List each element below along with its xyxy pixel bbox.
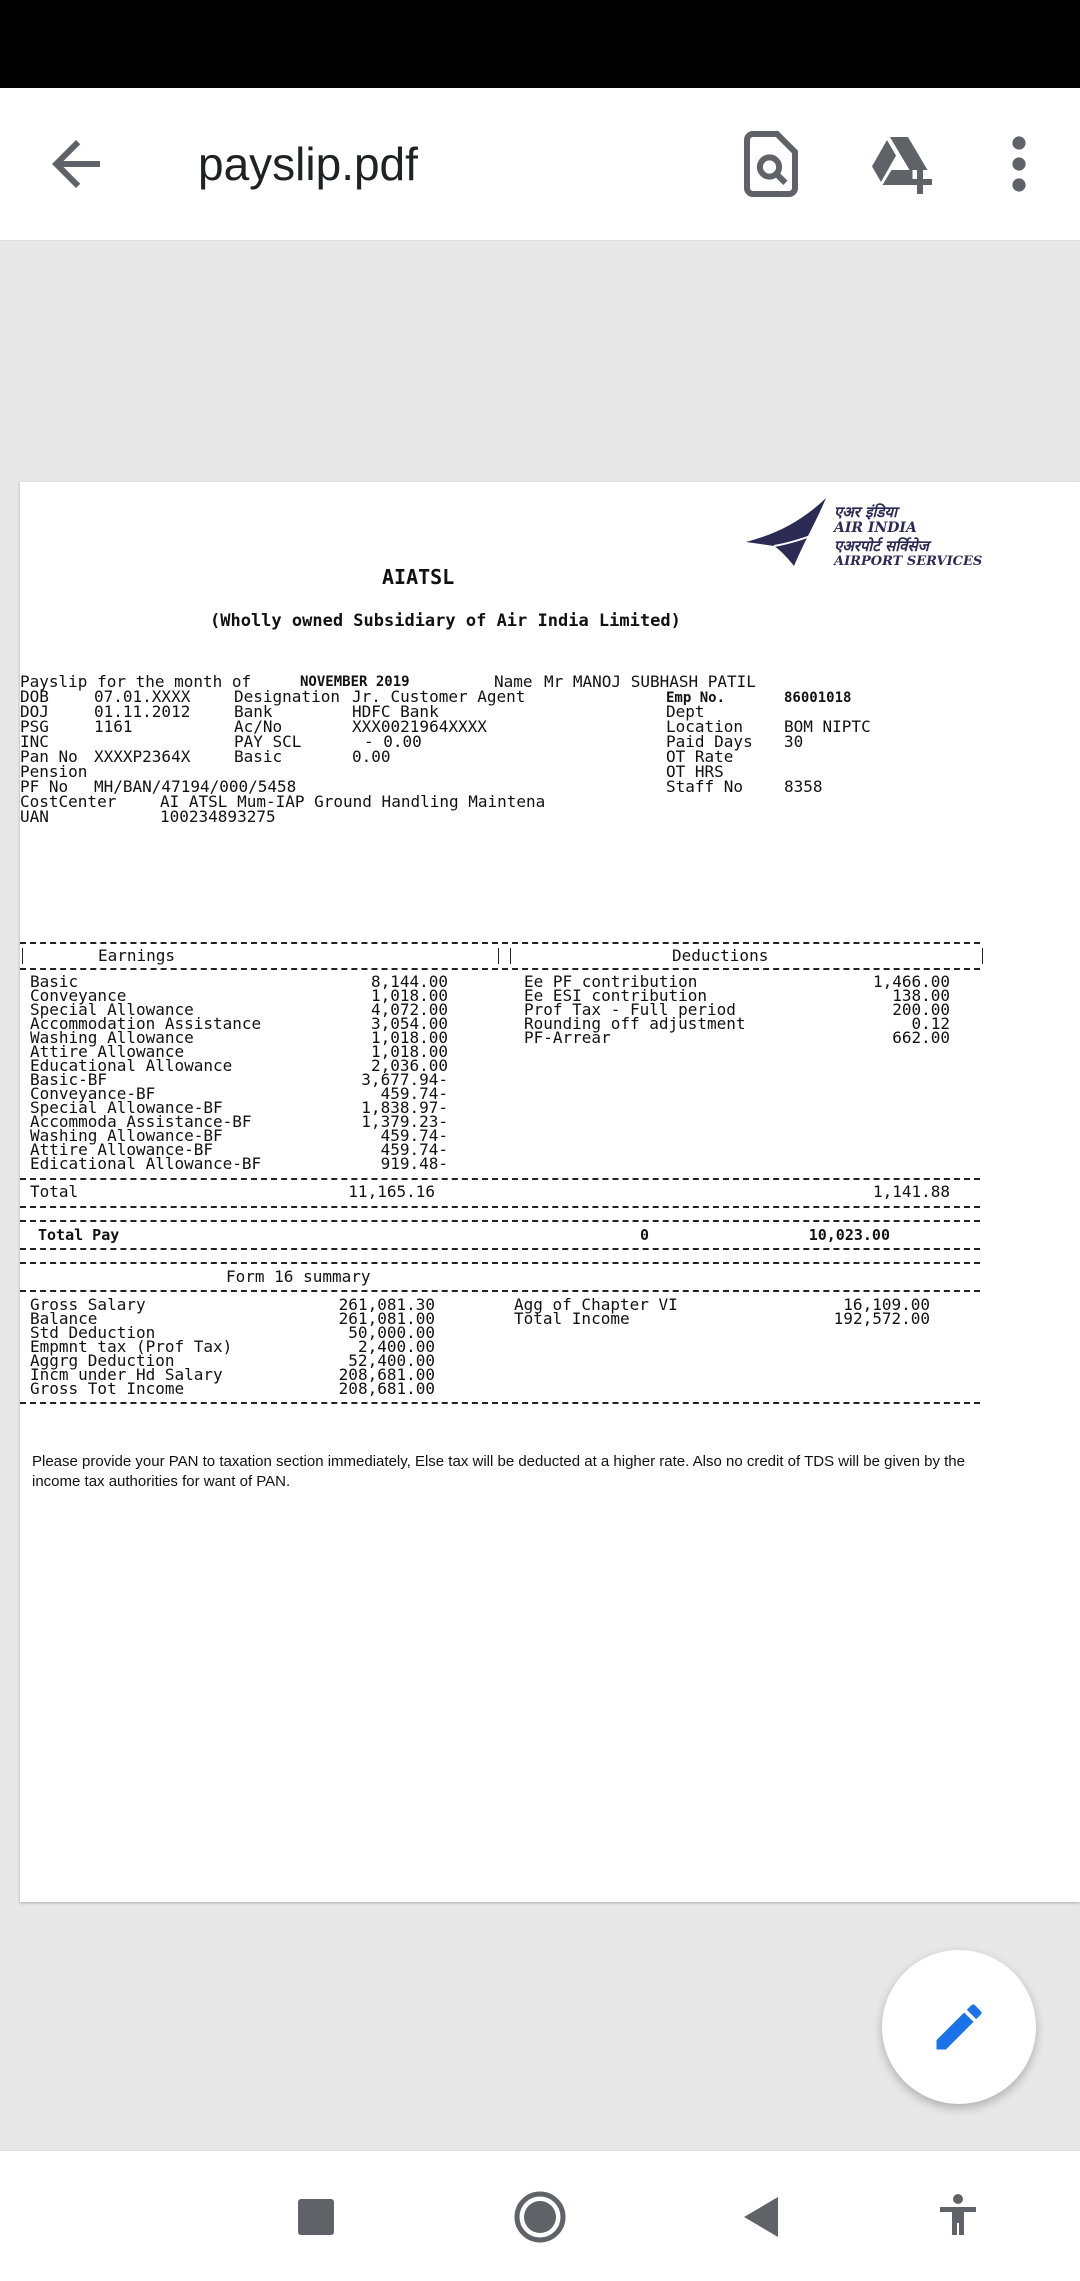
row-amount: 459.74- bbox=[380, 1084, 448, 1103]
system-nav-bar bbox=[0, 2150, 1080, 2281]
row-label: Agg of Chapter VI bbox=[514, 1295, 678, 1314]
designation-label: Designation bbox=[234, 687, 340, 706]
find-in-document-icon[interactable] bbox=[735, 128, 807, 200]
row-label: Washing Allowance bbox=[30, 1028, 194, 1047]
column-border bbox=[498, 948, 499, 964]
row-amount: 3,054.00 bbox=[370, 1014, 448, 1033]
company-title: AIATSL bbox=[382, 565, 455, 589]
accessibility-icon[interactable] bbox=[918, 2177, 998, 2257]
row-label: Balance bbox=[30, 1309, 98, 1328]
row-label: Basic bbox=[30, 972, 79, 991]
cost-center-value: AI ATSL Mum-IAP Ground Handling Maintena bbox=[160, 792, 546, 811]
pdf-page bbox=[20, 482, 1080, 1902]
ac-no-label: Ac/No bbox=[234, 717, 283, 736]
back-triangle-icon[interactable] bbox=[720, 2177, 800, 2257]
row-amount: 1,379.23- bbox=[361, 1112, 448, 1131]
logo-line-1: एअर इंडिया bbox=[834, 503, 897, 521]
divider bbox=[20, 1206, 980, 1208]
designation-value: Jr. Customer Agent bbox=[352, 687, 526, 706]
row-label: Accommodation Assistance bbox=[30, 1014, 262, 1033]
doj-value: 01.11.2012 bbox=[94, 702, 191, 721]
add-to-drive-icon[interactable] bbox=[866, 128, 938, 200]
row-label: Basic-BF bbox=[30, 1070, 108, 1089]
row-amount: 138.00 bbox=[892, 986, 950, 1005]
row-label: Incm under Hd Salary bbox=[30, 1365, 223, 1384]
row-amount: 200.00 bbox=[892, 1000, 950, 1019]
ot-hrs-label: OT HRS bbox=[666, 762, 724, 781]
dept-label: Dept bbox=[666, 702, 705, 721]
row-label: Total Income bbox=[514, 1309, 630, 1328]
total-pay-value: 10,023.00 bbox=[808, 1226, 890, 1244]
home-circle-icon[interactable] bbox=[500, 2177, 580, 2257]
payslip-month-label: Payslip for the month of bbox=[20, 672, 252, 691]
row-amount: 208,681.00 bbox=[338, 1379, 435, 1398]
location-value: BOM NIPTC bbox=[784, 717, 871, 736]
staff-no-value: 8358 bbox=[784, 777, 823, 796]
basic-label: Basic bbox=[234, 747, 283, 766]
status-bar bbox=[0, 0, 1080, 88]
bird-logo-icon bbox=[746, 494, 836, 574]
cost-center-label: CostCenter bbox=[20, 792, 117, 811]
row-amount: 2,400.00 bbox=[357, 1337, 435, 1356]
divider bbox=[20, 1220, 980, 1222]
divider bbox=[20, 1248, 980, 1250]
app-bar bbox=[0, 88, 1080, 241]
row-amount: 3,677.94- bbox=[361, 1070, 448, 1089]
total-deductions: 1,141.88 bbox=[872, 1182, 950, 1201]
pay-scl-label: PAY SCL bbox=[234, 732, 302, 751]
total-pay-label: Total Pay bbox=[38, 1226, 120, 1244]
row-amount: 52,400.00 bbox=[348, 1351, 435, 1370]
row-amount: 1,018.00 bbox=[370, 986, 448, 1005]
row-amount: 192,572.00 bbox=[833, 1309, 930, 1328]
row-amount: 1,466.00 bbox=[872, 972, 950, 991]
row-label: Ee ESI contribution bbox=[524, 986, 708, 1005]
row-label: Attire Allowance-BF bbox=[30, 1140, 214, 1159]
logo-line-4: AIRPORT SERVICES bbox=[834, 554, 983, 569]
edit-pencil-icon bbox=[929, 1997, 989, 2057]
row-amount: 459.74- bbox=[380, 1140, 448, 1159]
uan-value: 100234893275 bbox=[160, 807, 276, 826]
divider bbox=[20, 1178, 980, 1180]
earnings-header: Earnings bbox=[98, 946, 176, 965]
row-label: Aggrg Deduction bbox=[30, 1351, 175, 1370]
row-label: Rounding off adjustment bbox=[524, 1014, 746, 1033]
pan-label: Pan No bbox=[20, 747, 78, 766]
air-india-logo bbox=[746, 494, 1046, 574]
column-border bbox=[510, 948, 511, 964]
row-amount: 459.74- bbox=[380, 1126, 448, 1145]
row-amount: 8,144.00 bbox=[370, 972, 448, 991]
file-title: payslip.pdf bbox=[198, 138, 418, 190]
total-earnings: 11,165.16 bbox=[348, 1182, 435, 1201]
pan-notice: Please provide your PAN to taxation section immediately, Else tax will be deducted at a higher rate. Also no credit of TDS will be given by the income tax authorities for want of PAN. bbox=[32, 1453, 965, 1490]
company-subtitle: (Wholly owned Subsidiary of Air India Limited) bbox=[210, 611, 681, 631]
row-label: Prof Tax - Full period bbox=[524, 1000, 736, 1019]
bank-value: HDFC Bank bbox=[352, 702, 439, 721]
row-amount: 16,109.00 bbox=[843, 1295, 930, 1314]
pension-label: Pension bbox=[20, 762, 88, 781]
basic-value: 0.00 bbox=[352, 747, 391, 766]
paid-days-value: 30 bbox=[784, 732, 804, 751]
row-label: Empmnt tax (Prof Tax) bbox=[30, 1337, 233, 1356]
psg-label: PSG bbox=[20, 717, 49, 736]
logo-line-3: एअरपोर्ट सर्विसेज bbox=[834, 537, 929, 555]
row-amount: 50,000.00 bbox=[348, 1323, 435, 1342]
row-amount: 1,838.97- bbox=[361, 1098, 448, 1117]
staff-no-label: Staff No bbox=[666, 777, 744, 796]
divider bbox=[20, 1262, 980, 1264]
ot-rate-label: OT Rate bbox=[666, 747, 734, 766]
ac-no-value: XXX0021964XXXX bbox=[352, 717, 487, 736]
pf-label: PF No bbox=[20, 777, 69, 796]
bank-label: Bank bbox=[234, 702, 273, 721]
arrow-back-icon[interactable] bbox=[40, 128, 112, 200]
name-label: Name bbox=[494, 672, 533, 691]
emp-no-label: Emp No. bbox=[666, 690, 726, 706]
row-amount: 4,072.00 bbox=[370, 1000, 448, 1019]
row-label: Gross Tot Income bbox=[30, 1379, 185, 1398]
row-label: Accommoda Assistance-BF bbox=[30, 1112, 252, 1131]
dob-value: 07.01.XXXX bbox=[94, 687, 191, 706]
row-amount: 1,018.00 bbox=[370, 1042, 448, 1061]
row-amount: 0.12 bbox=[911, 1014, 950, 1033]
pay-scl-value: - 0.00 bbox=[364, 732, 422, 751]
row-label: Attire Allowance bbox=[30, 1042, 185, 1061]
row-label: Std Deduction bbox=[30, 1323, 156, 1342]
uan-label: UAN bbox=[20, 807, 49, 826]
row-label: Ee PF contribution bbox=[524, 972, 698, 991]
row-label: Edicational Allowance-BF bbox=[30, 1154, 262, 1173]
employee-name: Mr MANOJ SUBHASH PATIL bbox=[544, 672, 756, 691]
row-amount: 261,081.00 bbox=[338, 1309, 435, 1328]
row-label: Conveyance bbox=[30, 986, 127, 1005]
row-amount: 1,018.00 bbox=[370, 1028, 448, 1047]
row-amount: 919.48- bbox=[380, 1154, 448, 1173]
column-border bbox=[22, 948, 23, 964]
column-border bbox=[982, 948, 983, 964]
paid-days-label: Paid Days bbox=[666, 732, 753, 751]
row-amount: 208,681.00 bbox=[338, 1365, 435, 1384]
divider bbox=[20, 968, 980, 970]
psg-value: 1161 bbox=[94, 717, 133, 736]
row-label: PF-Arrear bbox=[524, 1028, 611, 1047]
dob-label: DOB bbox=[20, 687, 49, 706]
row-label: Washing Allowance-BF bbox=[30, 1126, 223, 1145]
row-label: Special Allowance-BF bbox=[30, 1098, 223, 1117]
row-label: Educational Allowance bbox=[30, 1056, 233, 1075]
row-amount: 261,081.30 bbox=[338, 1295, 435, 1314]
emp-no-value: 86001018 bbox=[784, 690, 852, 706]
payslip-month: NOVEMBER 2019 bbox=[300, 674, 410, 690]
divider bbox=[20, 1290, 980, 1292]
logo-line-2: AIR INDIA bbox=[834, 520, 917, 536]
recents-square-icon[interactable] bbox=[276, 2177, 356, 2257]
row-label: Gross Salary bbox=[30, 1295, 146, 1314]
doj-label: DOJ bbox=[20, 702, 49, 721]
total-pay-mid: 0 bbox=[640, 1226, 650, 1244]
divider bbox=[20, 1402, 980, 1404]
divider bbox=[20, 942, 980, 944]
total-label: Total bbox=[30, 1182, 79, 1201]
row-label: Special Allowance bbox=[30, 1000, 194, 1019]
form16-label: Form 16 summary bbox=[226, 1267, 371, 1286]
row-label: Conveyance-BF bbox=[30, 1084, 156, 1103]
inc-label: INC bbox=[20, 732, 49, 751]
location-label: Location bbox=[666, 717, 744, 736]
more-vert-icon[interactable] bbox=[983, 128, 1055, 200]
edit-button[interactable] bbox=[882, 1950, 1036, 2104]
row-amount: 662.00 bbox=[892, 1028, 950, 1047]
row-amount: 2,036.00 bbox=[370, 1056, 448, 1075]
pan-value: XXXXP2364X bbox=[94, 747, 191, 766]
deductions-header: Deductions bbox=[672, 946, 769, 965]
pf-value: MH/BAN/47194/000/5458 bbox=[94, 777, 297, 796]
